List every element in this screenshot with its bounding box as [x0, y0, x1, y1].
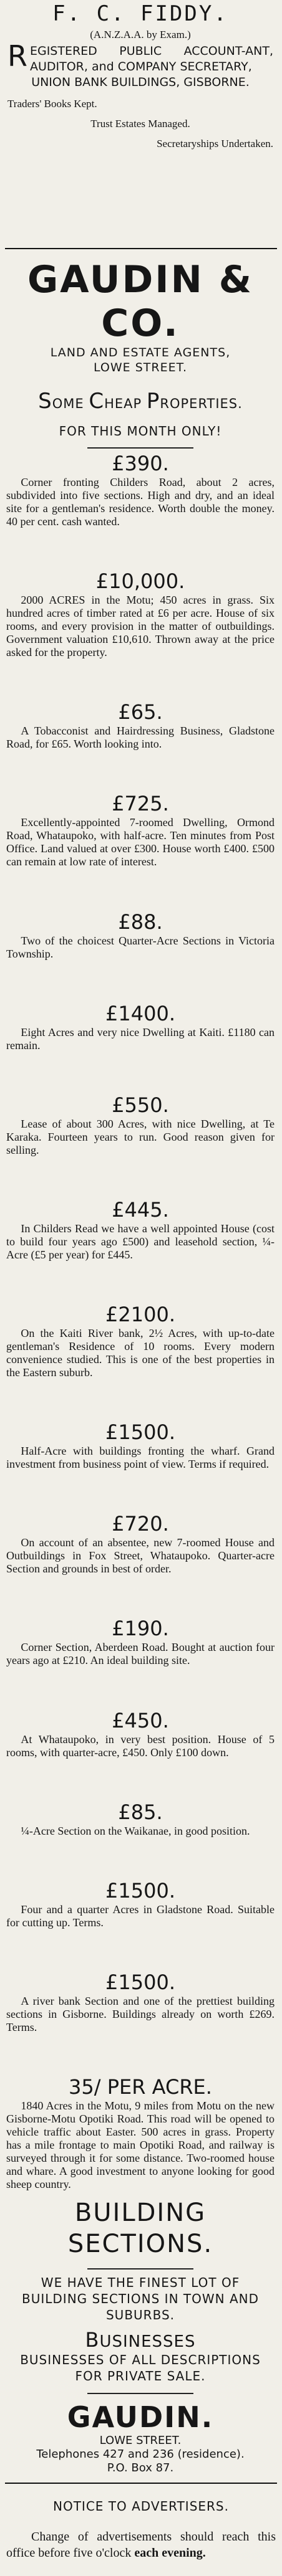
listing-description: Corner Section, Aberdeen Road. Bought at auction four years ago at £210. An ideal building site.: [6, 1641, 275, 1667]
businesses-heading: [6, 2328, 275, 2352]
finest-sections-text: WE HAVE THE FINEST LOT OF BUILDING SECTIONS IN TOWN AND SUBURBS.: [22, 2275, 259, 2322]
listing-description: Corner fronting Childers Road, about 2 acres, subdivided into five sections. High and dry, and an ideal site for a gentleman's residence. Worth double the money. 40 per cent. cash wanted.: [6, 476, 275, 528]
notice-body: [6, 2529, 276, 2561]
listing-description: Half-Acre with buildings fronting the wharf. Grand investment from business point of view. Terms if required.: [6, 1445, 275, 1471]
property-listing: [6, 792, 275, 868]
property-listing: [6, 701, 275, 751]
listing-price: £190.: [112, 1617, 169, 1641]
listing-price: £725.: [112, 792, 169, 816]
property-listing: [6, 1971, 275, 2034]
cheap-2: HEAP: [104, 396, 147, 411]
listing-description: Four and a quarter Acres in Gladstone Road. Suitable for cutting up. Terms.: [6, 1903, 275, 1929]
cheap-properties-heading: [6, 389, 275, 414]
listing-price: £85.: [118, 1800, 163, 1824]
fiddy-service-books: Traders' Books Kept.: [7, 98, 97, 110]
businesses-rest: USINESSES: [99, 2332, 196, 2351]
businesses-b: B: [85, 2328, 100, 2352]
property-listing: [6, 1303, 275, 1379]
gaudin-street: LOWE STREET.: [94, 361, 187, 374]
notice-advertisement: [0, 2484, 282, 2576]
fiddy-title: F. C. FIDDY.: [52, 1, 228, 26]
cheap-p: P: [146, 389, 160, 414]
building-sections-heading: BUILDING SECTIONS.: [67, 2198, 213, 2258]
gaudin-title: GAUDIN & CO.: [27, 258, 254, 345]
cheap-1: OME: [52, 396, 89, 411]
listing-price: £450.: [112, 1708, 169, 1732]
listing-price: 35/ PER ACRE.: [69, 2075, 212, 2099]
property-listing: [6, 2076, 275, 2191]
fiddy-address: UNION BANK BUILDINGS, GISBORNE.: [31, 75, 250, 89]
listing-description: Eight Acres and very nice Dwelling at Kaiti. £1180 can remain.: [6, 1025, 275, 1052]
listing-description: A Tobacconist and Hairdressing Business, Gladstone Road, for £65. Worth looking into.: [6, 725, 275, 751]
notice-title: NOTICE TO ADVERTISERS.: [53, 2499, 229, 2514]
fiddy-service-trust: Trust Estates Managed.: [90, 118, 190, 130]
listing-price: £445.: [112, 1197, 169, 1222]
businesses-text: BUSINESSES OF ALL DESCRIPTIONS FOR PRIVATE SALE.: [20, 2352, 261, 2384]
gaudin-footer-street: LOWE STREET.: [99, 2434, 182, 2447]
listing-description: 1840 Acres in the Motu, 9 miles from Motu on the new Gisborne-Motu Opotiki Road. This road will be opened to vehicle traffic about Easter. 500 acres in grass. Property has a mile frontage to main Opotiki Road, and railway is surveyed through it for some distance. Two-roomed house and whare. A good investment to anyone looking for good sheep country.: [6, 2099, 275, 2190]
listing-price: £10,000.: [95, 569, 185, 594]
property-listing: [6, 452, 275, 528]
listing-description: 2000 ACRES in the Motu; 450 acres in grass. Six hundred acres of timber rated at £6 per acre. House of six rooms, and every provision in the matter of outbuildings. Government valuation £10,610. Thrown away at the price asked for the property.: [6, 594, 275, 659]
listing-description: On the Kaiti River bank, 2½ Acres, with up-to-date gentleman's Residence of 10 rooms. Every modern convenience studied. This is one of the best properties in the Eastern suburb.: [6, 1327, 275, 1379]
listing-price: £1500.: [105, 1420, 175, 1445]
property-listing: [6, 911, 275, 961]
property-listing: [6, 1513, 275, 1576]
property-listings: [6, 452, 275, 2191]
property-listing: [6, 1801, 275, 1838]
listing-description: In Childers Read we have a well appointed House (cost to build four years ago £500) and leasehold section, ¼-Acre (£5 per year) for £445.: [6, 1222, 275, 1261]
fiddy-service-secretary: Secretaryships Undertaken.: [157, 138, 273, 150]
fiddy-lead: EGISTERED PUBLIC ACCOUNT-ANT, AUDITOR, and COMPANY SECRETARY,: [29, 44, 273, 74]
listing-description: ¼-Acre Section on the Waikanae, in good position.: [21, 1824, 250, 1837]
property-listing: [6, 1421, 275, 1471]
listing-description: Excellently-appointed 7-roomed Dwelling, Ormond Road, Whataupoko, with half-acre. Ten minutes from Post Office. Land valued at over £300. House worth £400. £500 can remain at low rate of interest.: [6, 816, 275, 868]
listing-price: £1400.: [105, 1001, 175, 1025]
listing-price: £88.: [118, 910, 163, 934]
listing-price: £390.: [112, 452, 169, 475]
cheap-3: ROPERTIES.: [160, 396, 243, 411]
property-listing: [6, 1709, 275, 1759]
property-listing: [6, 1880, 275, 1929]
cheap-c: C: [89, 389, 105, 414]
gaudin-footer-phone: Telephones 427 and 236 (residence).: [36, 2448, 245, 2461]
fiddy-dropcap: R: [7, 39, 27, 73]
listing-price: £720.: [112, 1512, 169, 1536]
gaudin-advertisement: [0, 249, 282, 2483]
property-listing: [6, 1002, 275, 1052]
property-listing: [6, 570, 275, 659]
notice-plain: Change of advertisements should reach this office before five o'clock: [6, 2530, 276, 2560]
fiddy-description: [7, 39, 273, 90]
property-listing: [6, 1199, 275, 1262]
listing-description: At Whataupoko, in very best position. House of 5 rooms, with quarter-acre, £450. Only £100 down.: [6, 1732, 275, 1759]
listing-description: Lease of about 300 Acres, with nice Dwelling, at Te Karaka. Fourteen years to run. Good reason given for selling.: [6, 1117, 275, 1156]
month-heading: FOR THIS MONTH ONLY!: [59, 424, 222, 439]
listing-price: £1500.: [105, 1878, 175, 1903]
property-listing: [6, 1094, 275, 1157]
gaudin-footer-name: GAUDIN.: [67, 2400, 214, 2434]
listing-price: £550.: [112, 1093, 169, 1117]
gaudin-subtitle: LAND AND ESTATE AGENTS,: [50, 346, 231, 359]
fiddy-advertisement: [0, 0, 282, 248]
property-listing: [6, 1617, 275, 1667]
notice-bold: each evening.: [134, 2546, 206, 2560]
listing-price: £1500.: [105, 1970, 175, 1994]
cheap-s: S: [38, 389, 52, 414]
listing-price: £2100.: [105, 1303, 175, 1326]
gaudin-footer-po: P.O. Box 87.: [107, 2461, 174, 2474]
listing-description: On account of an absentee, new 7-roomed House and Outbuildings in Fox Street, Whataupoko. Quarter-acre Section and grounds in best of order.: [6, 1536, 275, 1576]
fiddy-qualification: (A.N.Z.A.A. by Exam.): [90, 29, 191, 40]
building-rule: [87, 2268, 193, 2269]
listing-description: A river bank Section and one of the prettiest building sections in Gisborne. Buildings already on worth £269. Terms.: [6, 1994, 275, 2033]
listing-price: £65.: [118, 700, 163, 725]
footer-rule: [87, 2393, 193, 2394]
heading-rule: [87, 447, 193, 449]
listing-description: Two of the choicest Quarter-Acre Sections in Victoria Township.: [6, 934, 275, 960]
